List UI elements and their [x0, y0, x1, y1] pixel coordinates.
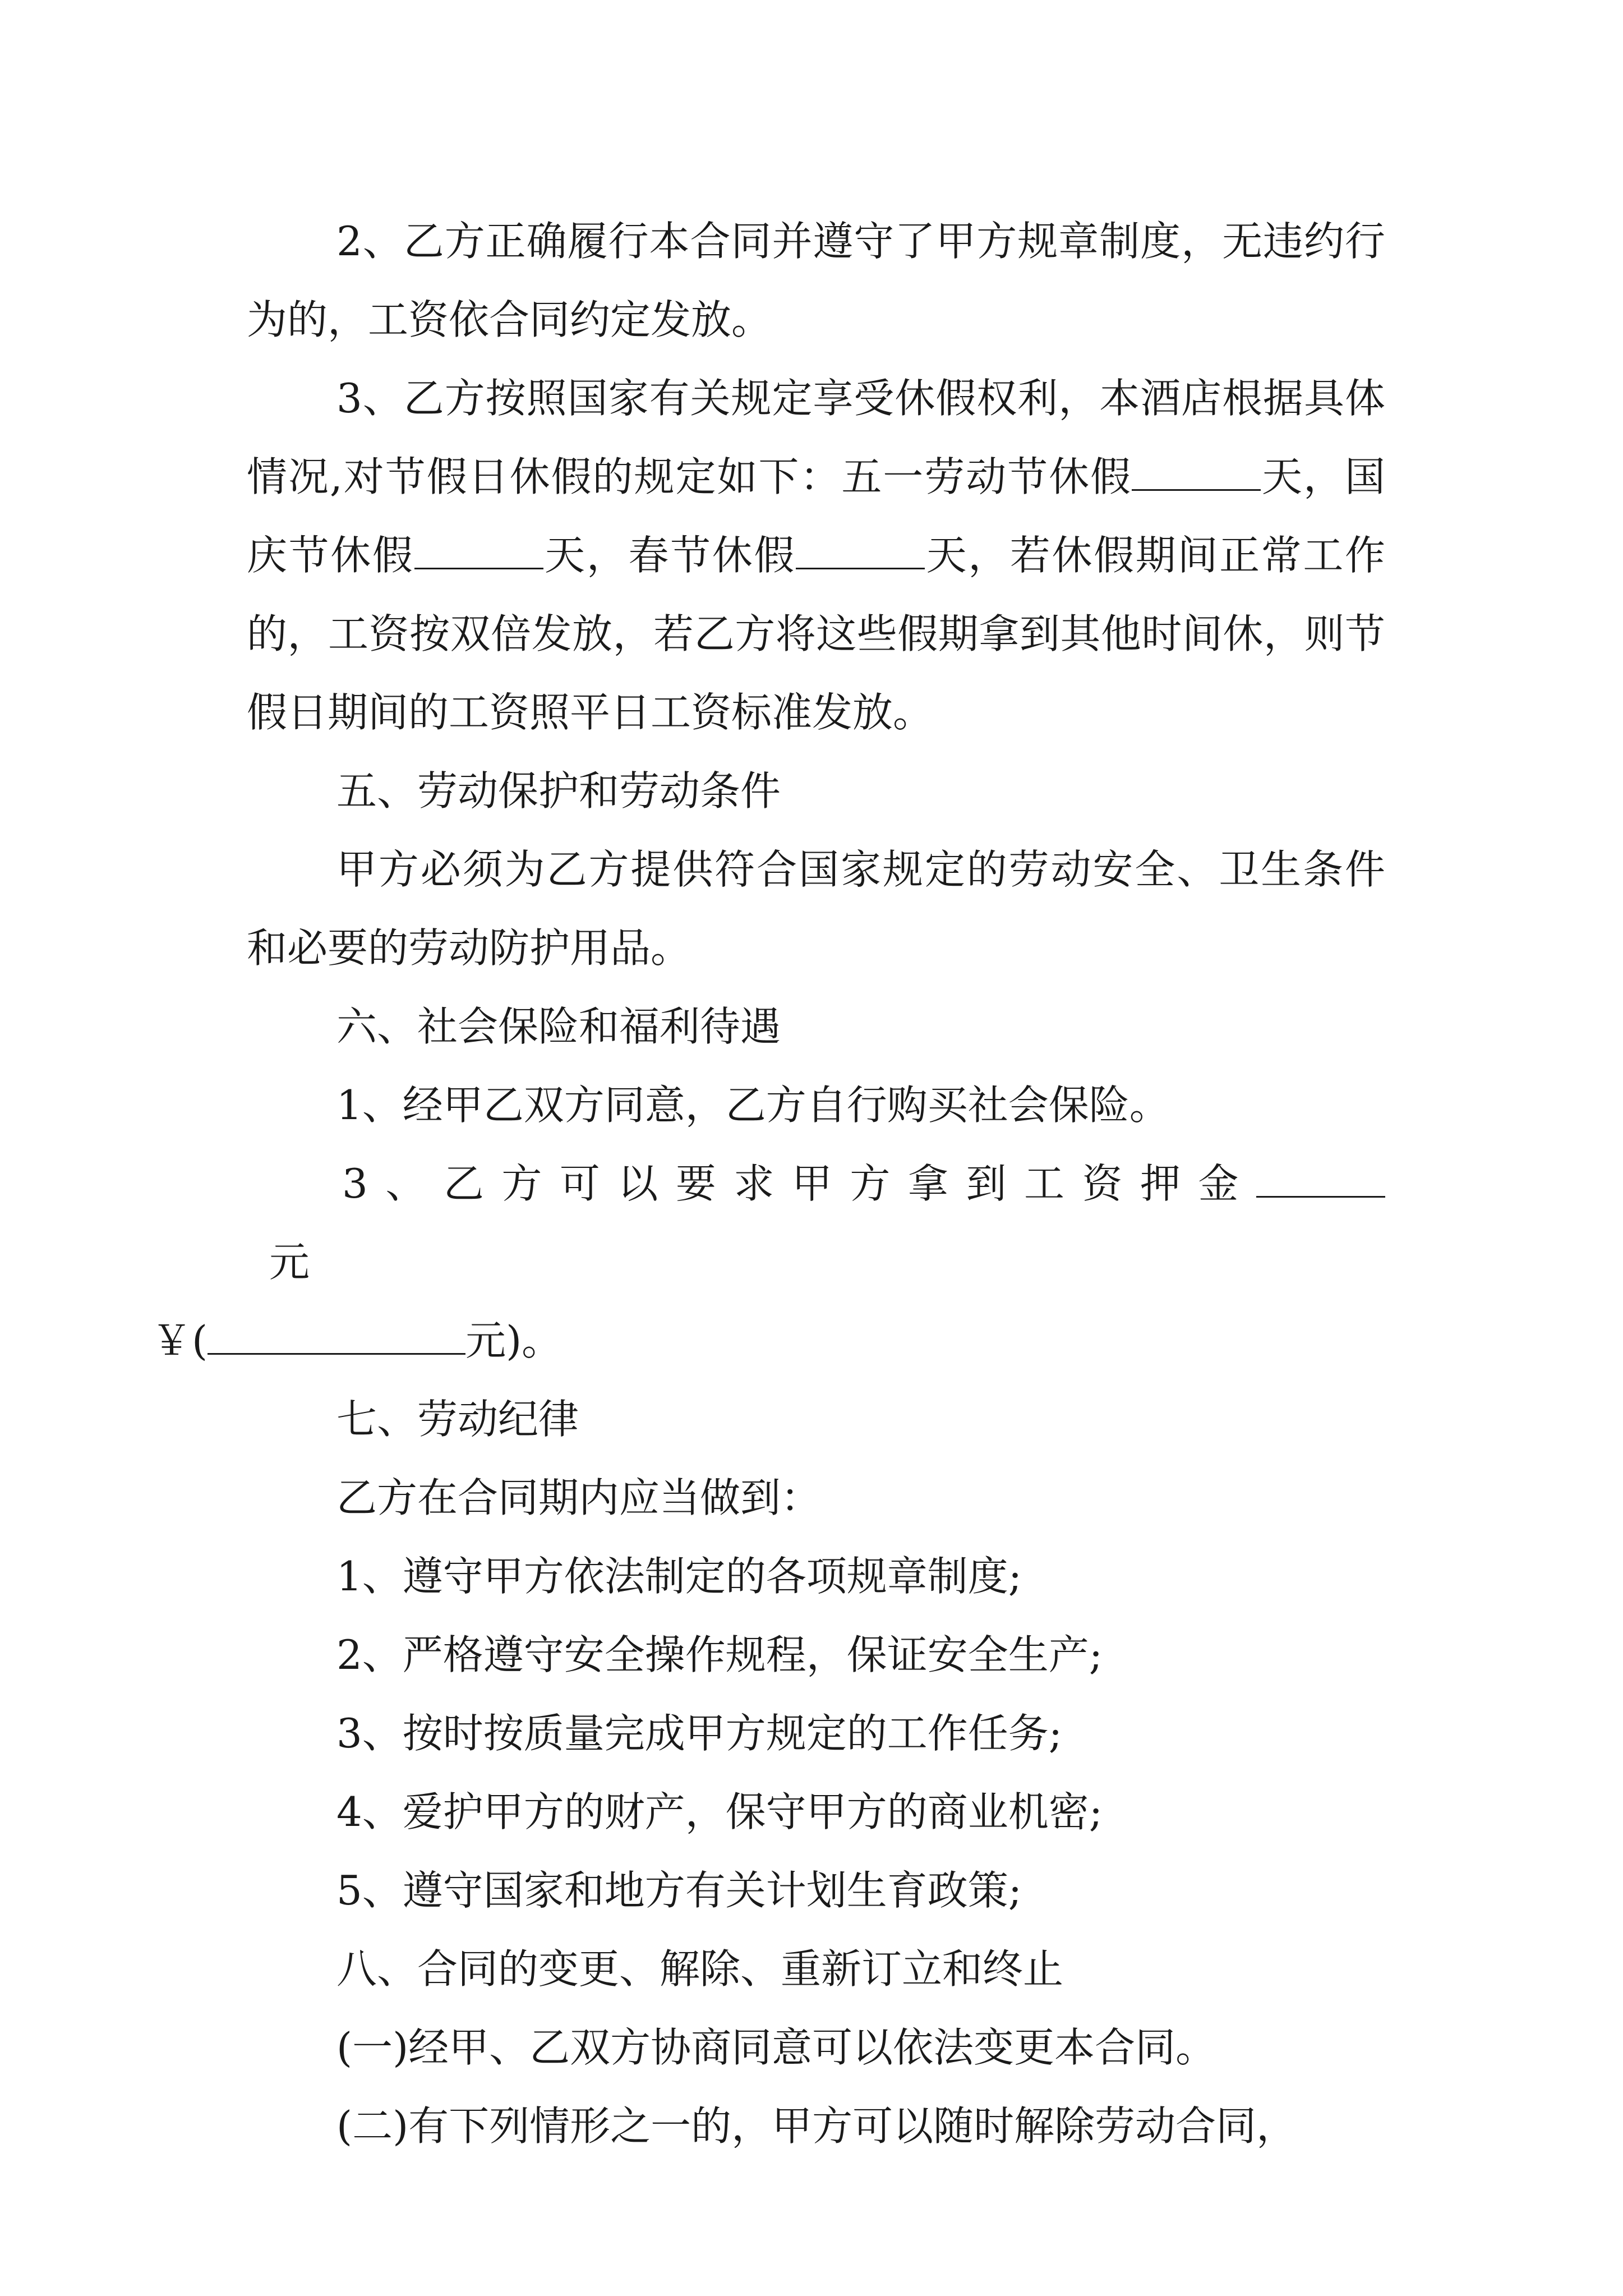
paragraph-contract-change-2: (二)有下列情形之一的，甲方可以随时解除劳动合同，	[336, 2102, 1297, 2150]
list-item-discipline-4: 4、爱护甲方的财产，保守甲方的商业机密;	[336, 1788, 1103, 1835]
paragraph-insurance-1: 1、经甲乙双方同意，乙方自行购买社会保险。	[336, 1082, 1170, 1129]
paragraph-contract-change-1: (一)经甲、乙双方协商同意可以依法变更本合同。	[336, 2024, 1216, 2071]
section-heading-contract-change: 八、合同的变更、解除、重新订立和终止	[336, 1945, 1064, 1993]
deposit-amount-blank[interactable]	[1256, 1162, 1385, 1198]
paragraph-discipline-intro: 乙方在合同期内应当做到：	[336, 1474, 822, 1521]
paragraph-wage-payment: 2、乙方正确履行本合同并遵守了甲方规章制度，无违约行为的，工资依合同约定发放。	[247, 218, 1385, 343]
may-day-days-blank[interactable]	[1132, 455, 1261, 491]
paragraph-holiday-rules: 3、乙方按照国家有关规定享受休假权利，本酒店根据具体情况,对节假日休假的规定如下：五一劳动节休假 天，国庆节休假 天，春节休假 天，若休假期间正常工作的，工资按双倍发放，若乙方将这些假期拿到其他时间休，则节假日期间的工资照平日工资标准发放。	[247, 375, 1385, 736]
document-body	[151, 202, 1385, 2165]
section-heading-social-insurance: 六、社会保险和福利待遇	[336, 1003, 781, 1050]
list-item-discipline-3: 3、按时按质量完成甲方规定的工作任务;	[336, 1710, 1063, 1757]
list-item-discipline-2: 2、严格遵守安全操作规程，保证安全生产;	[336, 1631, 1103, 1678]
paragraph-deposit: 3、乙方可以要求甲方拿到工资押金元 ￥( 元)。	[247, 1144, 1385, 1380]
section-heading-labor-discipline: 七、劳动纪律	[336, 1396, 579, 1443]
deposit-amount-yuan-blank[interactable]	[208, 1319, 465, 1355]
list-item-discipline-1: 1、遵守甲方依法制定的各项规章制度;	[336, 1553, 1022, 1600]
section-heading-labor-protection: 五、劳动保护和劳动条件	[336, 767, 781, 815]
national-day-days-blank[interactable]	[414, 534, 543, 569]
spring-festival-days-blank[interactable]	[796, 534, 925, 569]
list-item-discipline-5: 5、遵守国家和地方有关计划生育政策;	[336, 1867, 1022, 1914]
paragraph-labor-protection: 甲方必须为乙方提供符合国家规定的劳动安全、卫生条件和必要的劳动防护用品。	[247, 846, 1385, 972]
